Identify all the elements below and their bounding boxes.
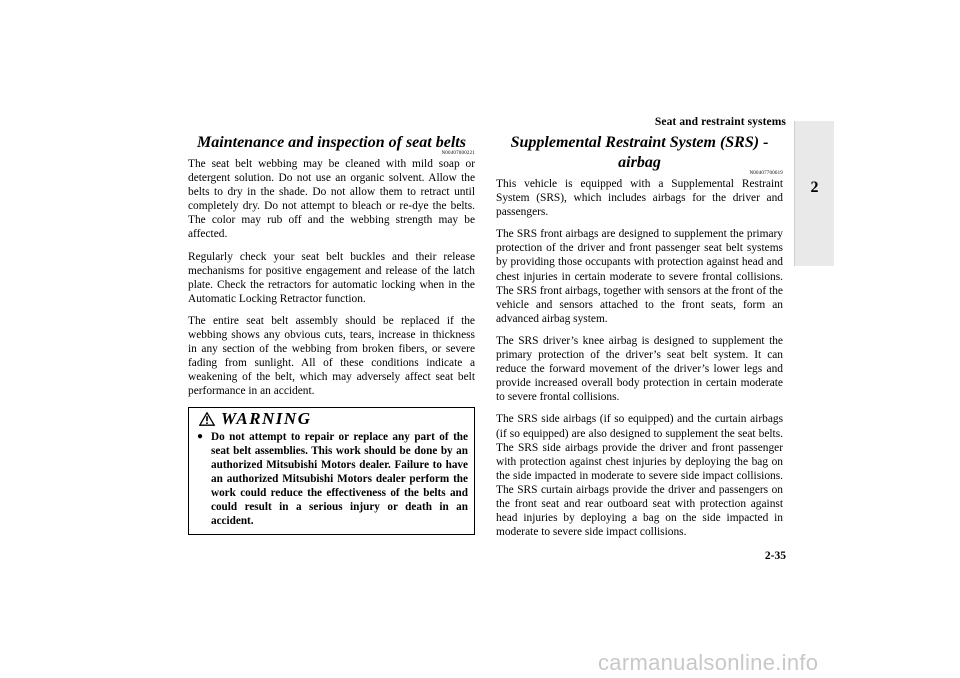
watermark-text: carmanualsonline.info [598,650,819,675]
left-column [188,133,475,535]
warning-label: WARNING [221,408,312,428]
paragraph: The seat belt webbing may be cleaned with mild soap or detergent solution. Do not use an organic solvent. Allow the belts to dry in the shade. Do not allow them to retract until completely dry. Do not attempt to bleach or re-dye the belts. The color may rub off and the webbing strength may be affected. [188,158,475,241]
section-heading-srs-airbag: Supplemental Restraint System (SRS) - airbag [510,134,769,171]
paragraph: The SRS driver’s knee airbag is designed to supplement the primary protection of the driver’s seat belt system. It can reduce the forward movement of the driver’s lower legs and provide increased overall body protection in certain moderate to severe frontal collisions. [496,334,783,404]
section-code: N00407000221 [441,151,475,156]
paragraph: The SRS front airbags are designed to supplement the primary protection of the driver and front passenger seat belt systems by providing those occupants with protection against head and chest injuries in certain moderate to severe frontal collisions. The SRS front airbags, together with sensors at the front of the vehicle and sensors attached to the front seats, form an advanced airbag system. [496,228,783,325]
warning-triangle-icon [199,412,215,426]
section-code: N00407700619 [749,171,783,176]
paragraph: The entire seat belt assembly should be replaced if the webbing shows any obvious cuts, tears, increase in thickness in any section of the webbing from broken fibers, or severe fading from sunlight. All of these conditions indicate a weakening of the belt, which may adversely affect seat belt performance in an accident. [188,314,475,398]
warning-text: Do not attempt to repair or replace any part of the seat belt assemblies. This work should be done by an authorized Mitsubishi Motors dealer. Failure to have an authorized Mitsubishi Motors dealer perform the work could reduce the effectiveness of the belts and could result in a serious injury or death in an accident. [211,430,468,528]
chapter-tab [794,121,834,266]
right-column [496,133,783,547]
warning-box [188,407,475,536]
paragraph: Regularly check your seat belt buckles and their release mechanisms for positive engagement and release of the latch plate. Check the retractors for automatic locking when in the Automatic Locking Retractor function. [188,250,475,305]
paragraph: This vehicle is equipped with a Supplemental Restraint System (SRS), which includes airbags for the driver and passengers. [496,178,783,219]
bullet-icon: ● [197,430,204,442]
warning-header [195,408,468,430]
paragraph: The SRS side airbags (if so equipped) and the curtain airbags (if so equipped) are also designed to supplement the seat belts. The SRS side airbags provide the driver and front passenger with protection against chest injuries by deploying the bag on the side impacted in moderate to severe side impact collisions. The SRS curtain airbags provide the driver and passengers on the front seat and rear outboard seat with protection against head injuries by deploying a bag on the side impacted in moderate to severe side impact collisions. [496,413,783,539]
chapter-number: 2 [810,179,819,196]
running-header: Seat and restraint systems [654,116,786,128]
section-heading-seat-belt-maintenance: Maintenance and inspection of seat belts [197,134,466,151]
page-number: 2-35 [764,550,786,562]
warning-item [195,430,468,529]
